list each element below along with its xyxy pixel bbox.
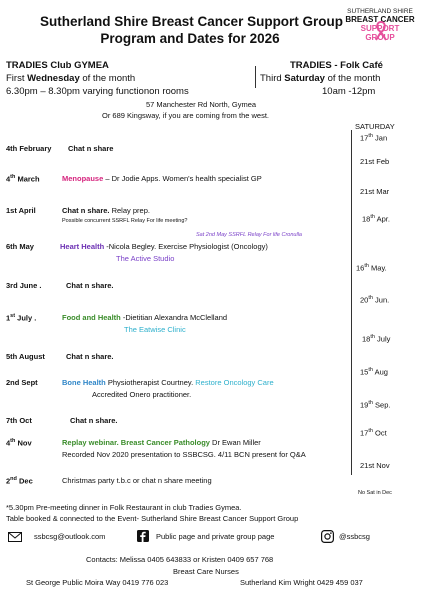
page-subtitle: Program and Dates for 2026: [100, 31, 280, 46]
event-note: Possible concurrent SSRFL Relay For life meeting?: [62, 218, 188, 224]
dinner-note-2: Table booked & connected to the Event- Sutherland Shire Breast Cancer Support Group: [6, 514, 299, 523]
breast-care-nurses: Breast Care Nurses: [173, 567, 239, 576]
left-venue-when: First Wednesday of the month: [6, 73, 136, 84]
left-venue-name: TRADIES Club GYMEA: [6, 60, 109, 71]
contacts: Contacts: Melissa 0405 643833 or Kristen 0409 657 768: [86, 555, 274, 564]
right-venue-name: TRADIES - Folk Café: [290, 60, 383, 71]
dinner-note: *5.30pm Pre-meeting dinner in Folk Restaurant in club Tradies Gymea.: [6, 503, 242, 512]
left-venue-time: 6.30pm – 8.30pm varying functionon rooms: [6, 86, 189, 97]
facebook-link[interactable]: Public page and private group page: [156, 532, 275, 541]
event-text: Chat n share.: [66, 352, 114, 361]
event-date: 2nd Dec: [6, 476, 33, 486]
saturday-header: SATURDAY: [355, 122, 395, 131]
event-text: Heart Health -Nicola Begley. Exercise Physiologist (Oncology): [60, 242, 268, 251]
event-date: 2nd Sept: [6, 378, 38, 387]
event-note: Sat 2nd May SSRFL Relay For life Cronulla: [196, 232, 302, 238]
saturday-date: 21st Nov: [360, 461, 390, 470]
right-venue-time: 10am -12pm: [322, 86, 376, 97]
event-text: Chat n share. Relay prep.: [62, 206, 150, 215]
event-text: Food and Health -Dietitian Alexandra McClelland: [62, 313, 228, 322]
nurse-st-george: St George Public Moira Way 0419 776 023: [26, 578, 169, 587]
saturday-date: 16th May.: [356, 263, 387, 273]
event-date: 1st April: [6, 206, 36, 215]
saturday-date: 19th Sep.: [360, 400, 391, 410]
saturday-date: No Sat in Dec: [358, 490, 392, 496]
event-date: 1st July .: [6, 313, 37, 323]
event-text: Replay webinar. Breast Cancer Pathology Dr Ewan Miller: [62, 438, 261, 447]
event-date: 7th Oct: [6, 416, 32, 425]
event-text: Christmas party t.b.c or chat n share meeting: [62, 476, 212, 485]
address: 57 Manchester Rd North, Gymea: [146, 100, 257, 109]
saturday-date: 21st Mar: [360, 187, 390, 196]
event-detail: Recorded Nov 2020 presentation to SSBCSG. 4/11 BCN present for Q&A: [62, 450, 306, 459]
venue-divider: [255, 66, 256, 88]
saturday-divider: [351, 130, 352, 475]
event-text: Chat n share.: [70, 416, 118, 425]
saturday-date: 20th Jun.: [360, 295, 390, 305]
event-date: 5th August: [6, 352, 45, 361]
saturday-date: 18th Apr.: [362, 214, 390, 224]
saturday-date: 15th Aug: [360, 367, 388, 377]
instagram-icon: [321, 530, 334, 543]
event-date: 4th March: [6, 174, 40, 184]
instagram-link[interactable]: @ssbcsg: [339, 532, 370, 541]
email-link[interactable]: ssbcsg@outlook.com: [34, 532, 106, 541]
event-text: Chat n share: [68, 144, 114, 153]
right-venue-when: Third Saturday of the month: [260, 73, 381, 84]
event-detail: Accredited Onero practitioner.: [92, 390, 192, 399]
event-venue: The Eatwise Clinic: [124, 325, 186, 334]
event-date: 4th Nov: [6, 438, 32, 448]
email-icon: [8, 532, 22, 542]
saturday-date: 18th July: [362, 334, 391, 344]
event-date: 6th May: [6, 242, 34, 251]
page-title: Sutherland Shire Breast Cancer Support Group: [40, 14, 344, 29]
event-date: 3rd June .: [6, 281, 42, 290]
event-text: Bone Health Physiotherapist Courtney. Restore Oncology Care: [62, 378, 274, 387]
address-alt: Or 689 Kingsway, if you are coming from the west.: [102, 111, 270, 120]
event-date: 4th February: [6, 144, 52, 153]
event-venue: The Active Studio: [116, 254, 175, 263]
nurse-sutherland: Sutherland Kim Wright 0429 459 037: [240, 578, 363, 587]
saturday-date: 17th Jan: [360, 133, 388, 143]
saturday-date: 21st Feb: [360, 157, 390, 166]
pink-ribbon-icon: [373, 20, 389, 42]
facebook-icon: [137, 530, 149, 542]
event-text: Menopause – Dr Jodie Apps. Women's health specialist GP: [62, 174, 262, 183]
event-text: Chat n share.: [66, 281, 114, 290]
group-logo: SUTHERLAND SHIRE BREAST CANCER SUPPORT GROUP: [345, 8, 415, 42]
saturday-date: 17th Oct: [360, 428, 387, 438]
